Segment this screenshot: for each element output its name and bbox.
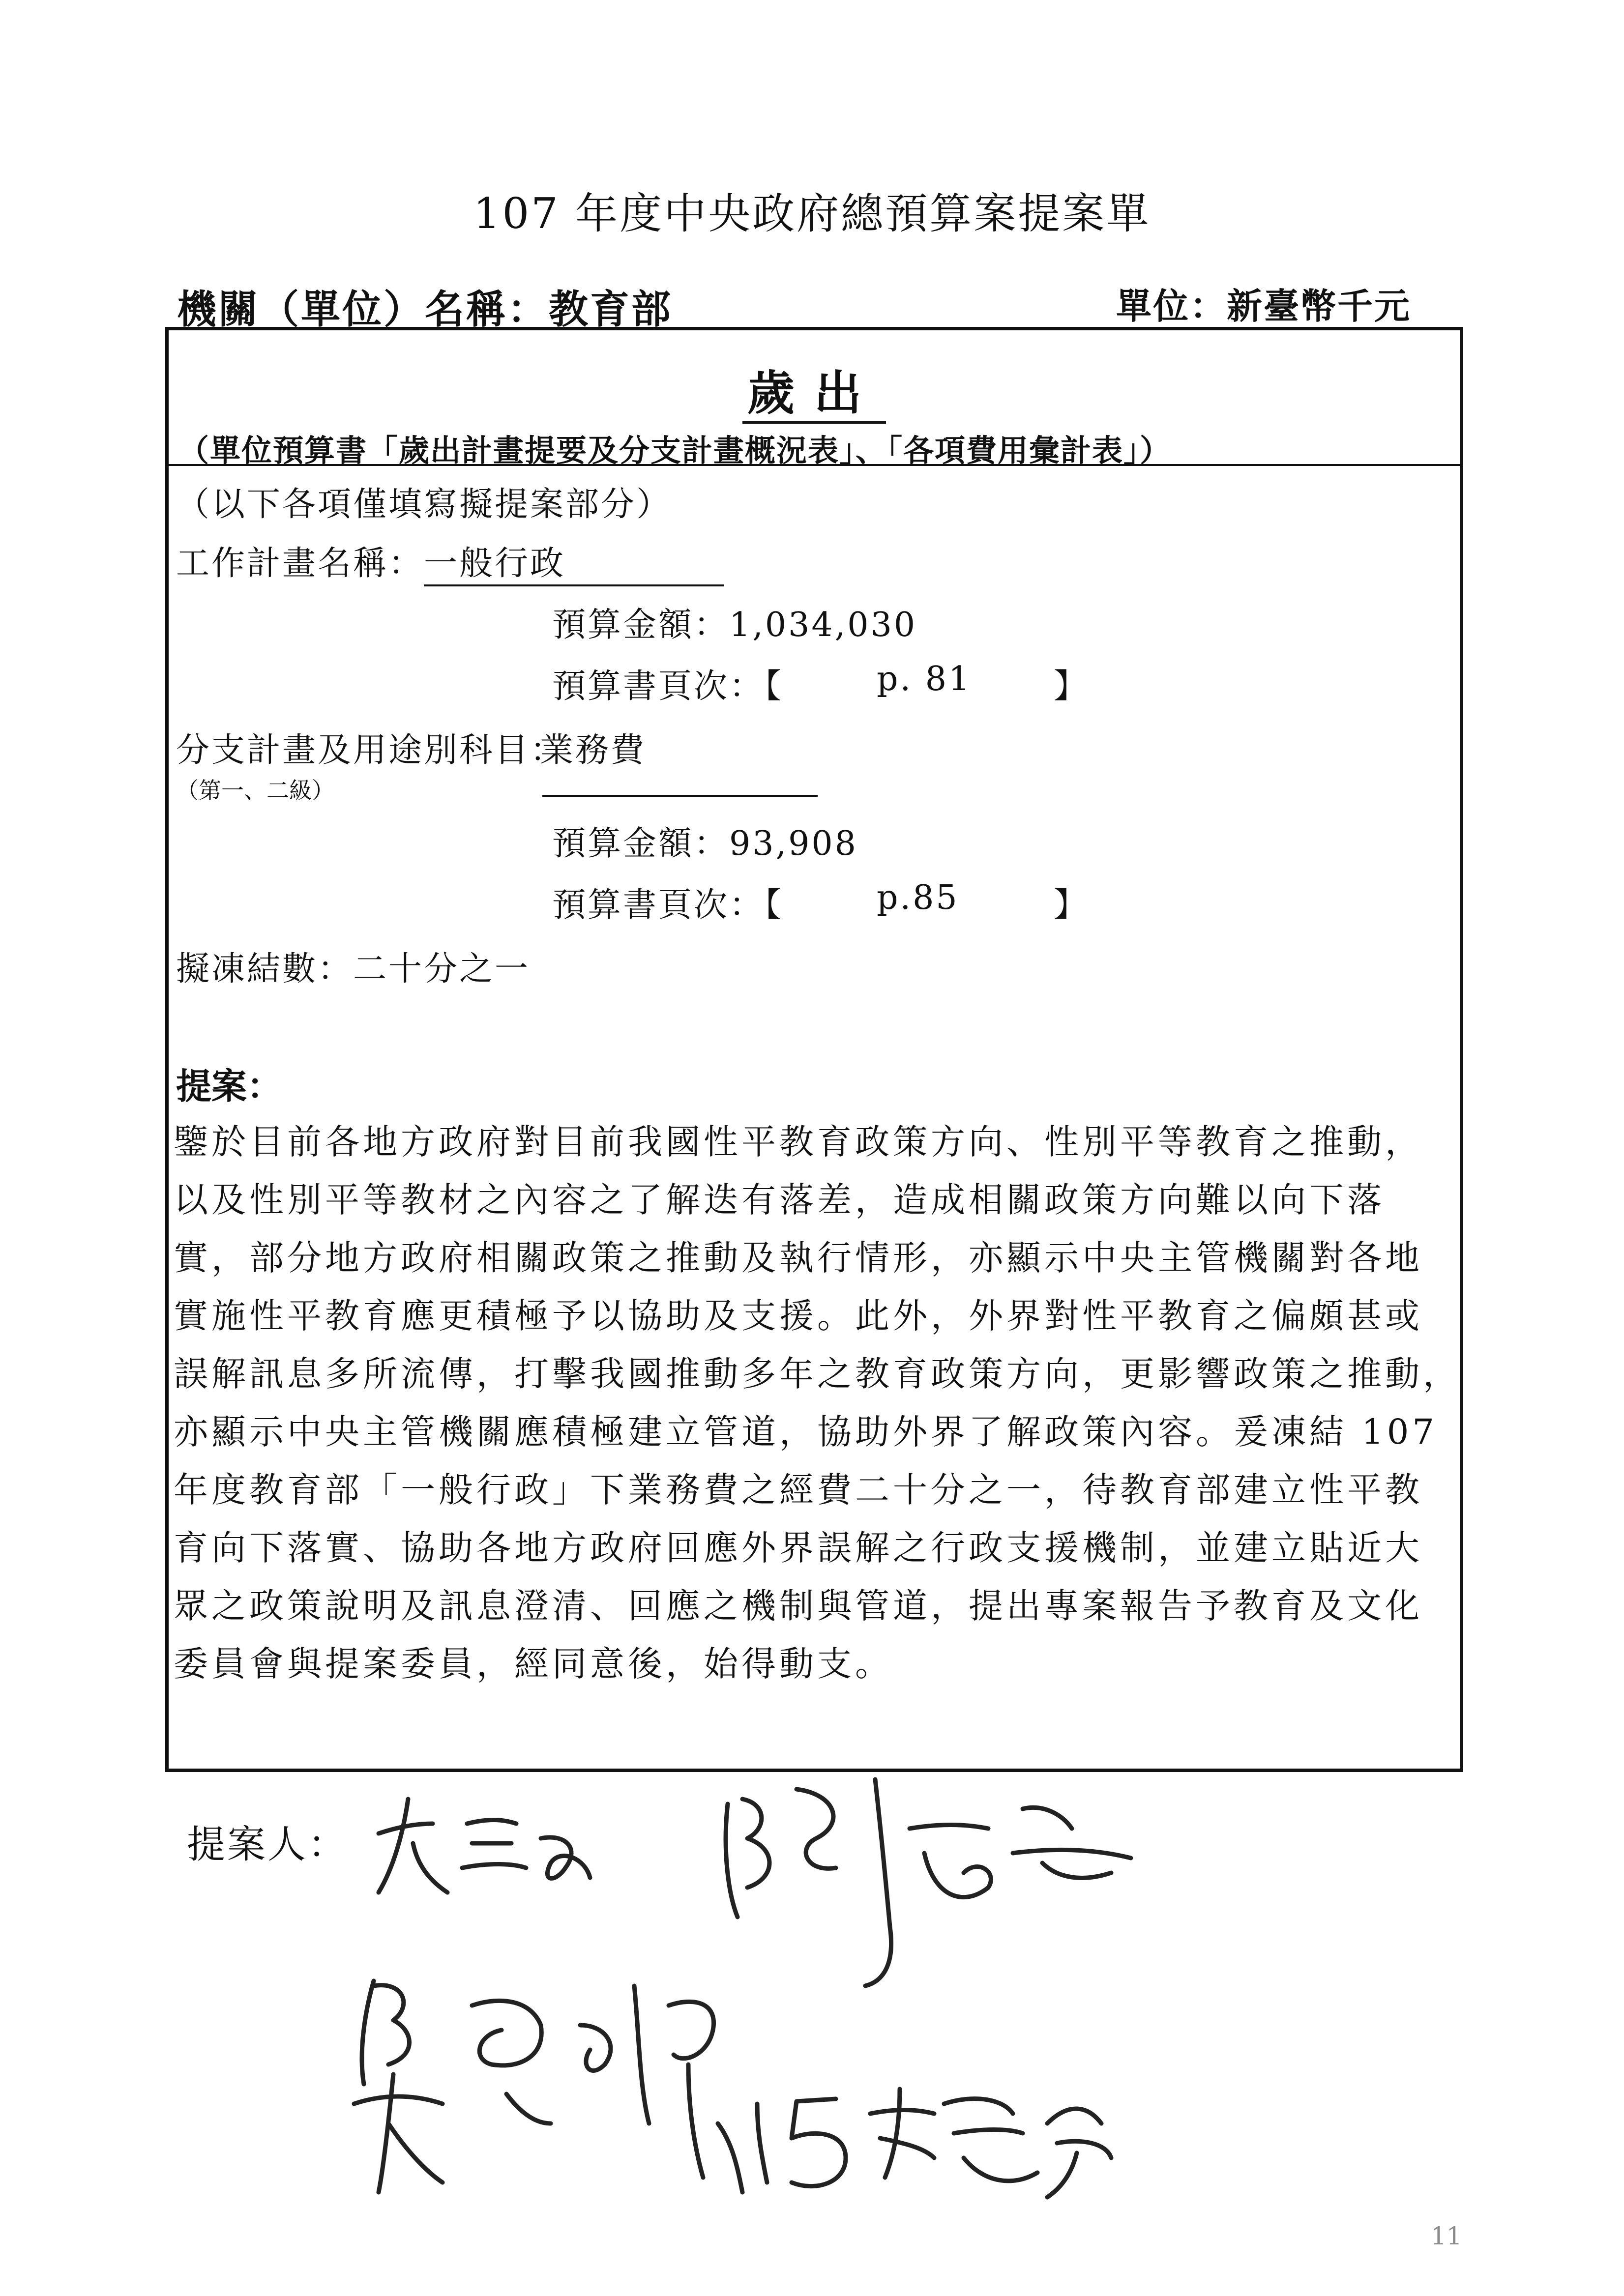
proposal-line: 眾之政策說明及訊息澄清、回應之機制與管道，提出專案報告予教育及文化: [174, 1586, 1423, 1626]
agency-name: 機關（單位）名稱：教育部: [177, 286, 673, 332]
work-plan-page-close: 】: [1054, 667, 1090, 706]
divider: [169, 464, 1460, 466]
source-note: （單位預算書「歲出計畫提要及分支計畫概況表」、「各項費用彙計表」）: [178, 433, 1172, 468]
work-plan-row: [176, 537, 724, 586]
proposal-line: 以及性別平等教材之內容之了解迭有落差，造成相關政策方向難以向下落: [174, 1180, 1385, 1220]
currency-unit: 單位：新臺幣千元: [1116, 285, 1412, 327]
proposal-form-box: [165, 327, 1463, 1772]
work-plan-value: 一般行政: [424, 537, 724, 586]
proposer-label: 提案人：: [187, 1823, 349, 1867]
sub-plan-underline: [542, 795, 818, 797]
instruction: （以下各項僅填寫擬提案部分）: [176, 485, 672, 524]
freeze-label: 擬凍結數：: [176, 950, 354, 988]
work-plan-budget: [552, 598, 917, 646]
sub-plan-level-note: （第一、二級）: [176, 777, 334, 804]
proposal-line: 委員會與提案委員，經同意後，始得動支。: [174, 1644, 893, 1684]
proposal-line: 實施性平教育應更積極予以協助及支援。此外，外界對性平教育之偏頗甚或: [174, 1296, 1423, 1336]
work-plan-page-value: p. 81: [877, 660, 972, 698]
proposal-heading: 提案：: [176, 1065, 283, 1107]
proposal-line: 誤解訊息多所流傳，打擊我國推動多年之教育政策方向，更影響政策之推動，: [174, 1354, 1461, 1394]
proposal-line: 鑒於目前各地方政府對目前我國性平教育政策方向、性別平等教育之推動，: [174, 1122, 1423, 1162]
work-plan-page-label: 預算書頁次：【: [552, 667, 784, 706]
sub-plan-budget-label: 預算金額：: [552, 824, 730, 863]
sub-plan-budget: [552, 817, 858, 865]
proposal-line: 實，部分地方政府相關政策之推動及執行情形，亦顯示中央主管機關對各地: [174, 1238, 1423, 1278]
freeze-value: 二十分之一: [353, 950, 531, 988]
work-plan-budget-label: 預算金額：: [552, 606, 730, 644]
sub-plan-budget-value: 93,908: [729, 824, 858, 863]
sub-plan-label: 分支計畫及用途別科目：: [176, 731, 566, 770]
signature-5: [870, 2089, 1111, 2197]
work-plan-label: 工作計畫名稱：: [176, 544, 424, 583]
signature-1: [379, 1799, 590, 1892]
freeze-row: [176, 942, 530, 990]
signature-3: [354, 1981, 714, 2192]
sub-plan-page-label: 預算書頁次：【: [552, 886, 784, 925]
signature-2: [726, 1779, 1131, 1986]
document-title: 107 年度中央政府總預算案提案單: [473, 189, 1151, 238]
work-plan-budget-value: 1,034,030: [729, 606, 917, 644]
sub-plan-page: [552, 878, 783, 926]
proposal-line: 育向下落實、協助各地方政府回應外界誤解之行政支援機制，並建立貼近大: [174, 1528, 1423, 1568]
page-mark: 11: [1431, 2222, 1462, 2250]
sub-plan-value: 業務費: [540, 731, 647, 770]
proposal-line: 年度教育部「一般行政」下業務費之經費二十分之一，待教育部建立性平教: [174, 1470, 1423, 1510]
proposal-line: 亦顯示中央主管機關應積極建立管道，協助外界了解政策內容。爰凍結 107: [174, 1412, 1438, 1452]
sub-plan-page-value: p.85: [877, 878, 959, 917]
signature-4: [718, 2099, 846, 2192]
handwritten-signatures: [0, 1750, 1624, 2241]
work-plan-page: [552, 660, 783, 707]
sub-plan-page-close: 】: [1054, 886, 1090, 925]
section-title: 歲出: [169, 356, 1460, 423]
